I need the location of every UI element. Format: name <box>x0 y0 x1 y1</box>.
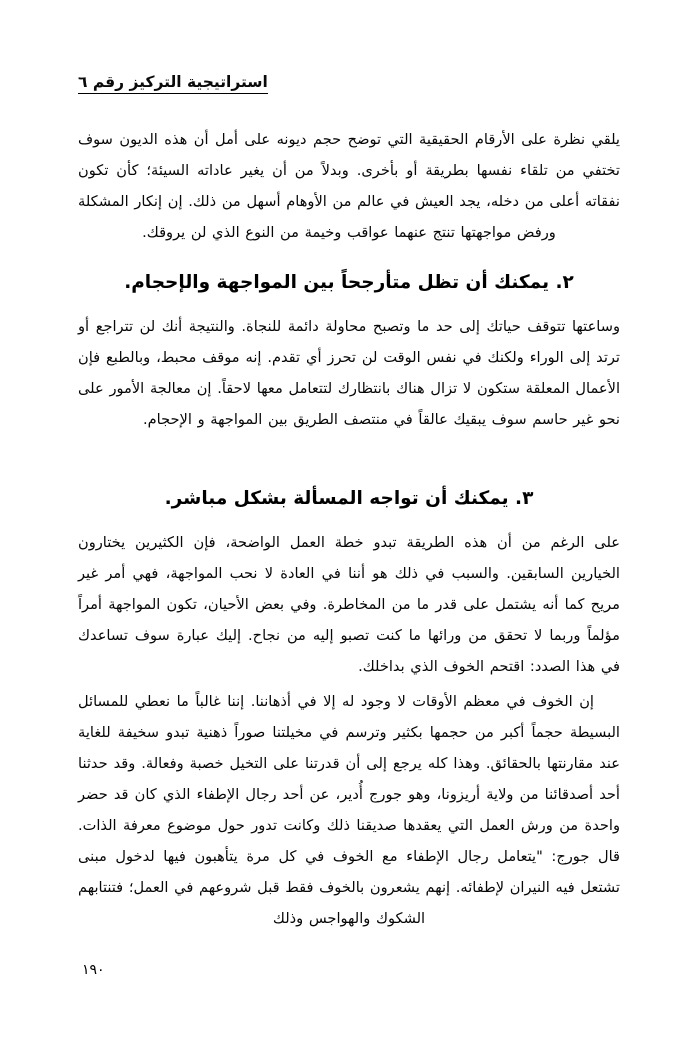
heading-block-2 <box>78 270 620 296</box>
body-paragraph-4: إن الخوف في معظم الأوقات لا وجود له إلا في أذهاننا. إننا غالباً ما نعطي للمسائل البسيطة حجماً أكبر من حجمها بكثير وترسم في مخيلتنا صوراً ذهنية تبدو سخيفة للغاية عند مقارنتها بالحقائق. وهذا كله يرجع إلى أن قدرتنا على التخيل خصبة وفعالة. وقد حدثنا أحد أصدقائنا من ولاية أريزونا، وهو جورج أُدير، عن أحد رجال الإطفاء الذي كان قد حضر واحدة من ورش العمل التي يعقدها صديقنا ذلك وكانت تدور حول موضوع معرفة الذات. قال جورج: "يتعامل رجال الإطفاء مع الخوف في كل مرة يتأهبون فيها لدخول مبنى تشتعل فيه النيران لإطفائه. إنهم يشعرون بالخوف فقط قبل شروعهم في العمل؛ فتنتابهم الشكوك والهواجس وذلك <box>78 693 620 927</box>
page-content-area <box>78 0 620 1064</box>
body-paragraph-3: على الرغم من أن هذه الطريقة تبدو خطة العمل الواضحة، فإن الكثيرين يختارون الخيارين السابقين. والسبب في ذلك هو أننا في العادة لا نحب المواجهة، فهي أمر غير مريح كما أنه يشتمل على قدر ما من المخاطرة. وفي بعض الأحيان، تكون المواجهة أمراً مؤلماً وربما لا تحقق من ورائها ما كنت تصبو إليه من نجاح. إليك عبارة سوف تساعدك في هذا الصدد: اقتحم الخوف الذي بداخلك. <box>78 534 620 675</box>
section-heading-2: ٢. يمكنك أن تظل متأرجحاً بين المواجهة والإحجام. <box>124 272 574 293</box>
paragraph-block-4 <box>78 686 620 934</box>
paragraph-block-3 <box>78 527 620 682</box>
paragraph-block-1 <box>78 124 620 248</box>
body-paragraph-2: وساعتها تتوقف حياتك إلى حد ما وتصبح محاولة دائمة للنجاة. والنتيجة أنك لن تتراجع أو ترتد إلى الوراء ولكنك في نفس الوقت لن تحرز أي تقدم. إنه موقف محبط، وبالطبع فإن الأعمال المعلقة ستكون لا تزال هناك بانتظارك لتتعامل معها لاحقاً. إن معالجة الأمور على نحو غير حاسم سوف يبقيك عالقاً في منتصف الطريق بين المواجهة و الإحجام. <box>78 318 620 428</box>
running-head <box>78 72 620 94</box>
page-number: ١٩٠ <box>82 962 105 978</box>
body-paragraph-1: يلقي نظرة على الأرقام الحقيقية التي توضح حجم ديونه على أمل أن هذه الديون سوف تختفي من تلقاء نفسها بطريقة أو بأخرى. وبدلاً من أن يغير عاداته السيئة؛ كأن تكون نفقاته أعلى من دخله، يجد العيش في عالم من الأوهام أسهل من ذلك. إن إنكار المشكلة ورفض مواجهتها تنتج عنهما عواقب وخيمة من النوع الذي لن يروقك. <box>78 131 620 241</box>
heading-block-3 <box>78 486 620 512</box>
paragraph-block-2 <box>78 311 620 435</box>
section-heading-3: ٣. يمكنك أن تواجه المسألة بشكل مباشر. <box>164 488 534 509</box>
page-folio <box>78 962 620 978</box>
running-head-text: استراتيجية التركيز رقم ٦ <box>78 73 268 94</box>
